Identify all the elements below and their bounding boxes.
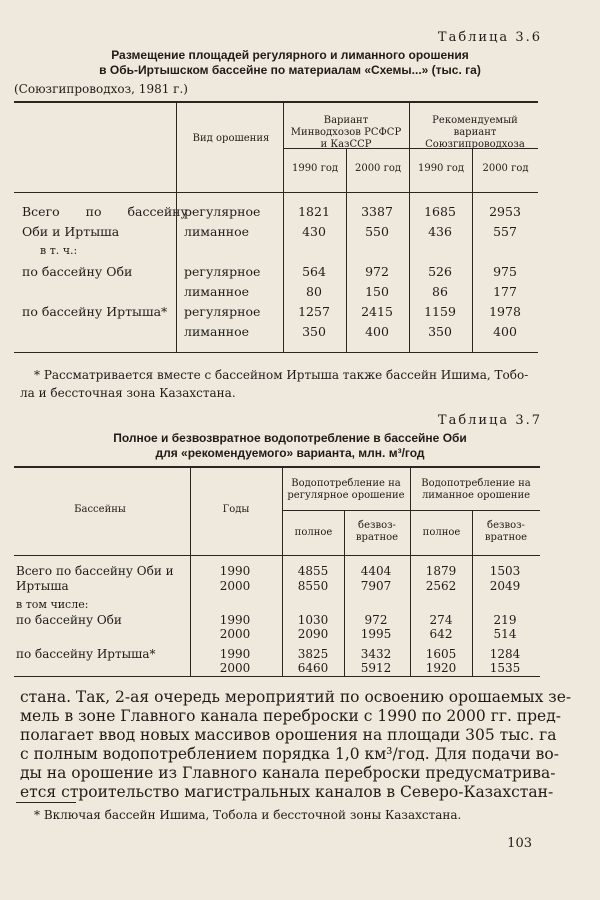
value-cell: 1159 bbox=[424, 304, 456, 319]
year-cell: 2000 bbox=[219, 579, 251, 593]
col-header-year: 1990 год bbox=[417, 163, 465, 174]
value-cell: 436 bbox=[428, 224, 452, 239]
table-title bbox=[30, 48, 550, 78]
col-header-sub: безвоз-вратное bbox=[355, 520, 399, 543]
basin-cell: по бассейну Иртыша* bbox=[16, 647, 156, 661]
value-cell: 219 bbox=[493, 613, 517, 627]
basin-cell: в том числе: bbox=[16, 598, 89, 611]
basin-cell: по бассейну Оби bbox=[16, 613, 122, 627]
value-cell: 430 bbox=[302, 224, 326, 239]
value-cell: 80 bbox=[306, 284, 322, 299]
value-cell: 1605 bbox=[425, 647, 457, 661]
value-cell: 972 bbox=[364, 613, 388, 627]
footnote-rule bbox=[16, 802, 76, 803]
value-cell: 8550 bbox=[297, 579, 329, 593]
value-cell: 350 bbox=[428, 324, 452, 339]
value-cell: 4855 bbox=[297, 564, 329, 578]
page-number: 103 bbox=[507, 836, 532, 851]
body-paragraph bbox=[20, 688, 572, 802]
col-header-type: Вид орошения bbox=[192, 133, 270, 144]
value-cell: 1920 bbox=[425, 661, 457, 675]
col-header-sub: полное bbox=[422, 527, 461, 538]
value-cell: 86 bbox=[432, 284, 448, 299]
footnote: * Включая бассейн Ишима, Тобола и бессточной зоны Казахстана. bbox=[34, 808, 462, 822]
value-cell: 550 bbox=[365, 224, 389, 239]
body-line: полагает ввод новых массивов орошения на площади 305 тыс. га bbox=[20, 726, 557, 744]
type-cell: регулярное bbox=[184, 264, 261, 279]
col-group-header: Водопотребление на регулярное орошение bbox=[287, 478, 405, 501]
col-header-years: Годы bbox=[222, 504, 250, 515]
rule bbox=[472, 511, 473, 676]
body-line: ется строительство магистральных каналов в Северо-Казахстан- bbox=[20, 783, 554, 801]
basin-cell: в т. ч.: bbox=[40, 244, 78, 257]
body-line: с полным водопотреблением порядка 1,0 км³/год. Для подачи во- bbox=[20, 745, 559, 763]
footnote bbox=[20, 366, 528, 402]
rule bbox=[14, 101, 538, 103]
col-header-year: 2000 год bbox=[482, 163, 529, 174]
value-cell: 274 bbox=[429, 613, 453, 627]
value-cell: 557 bbox=[493, 224, 517, 239]
value-cell: 514 bbox=[493, 627, 517, 641]
value-cell: 6460 bbox=[297, 661, 329, 675]
value-cell: 642 bbox=[429, 627, 453, 641]
value-cell: 1978 bbox=[489, 304, 521, 319]
value-cell: 3432 bbox=[360, 647, 392, 661]
type-cell: регулярное bbox=[184, 304, 261, 319]
value-cell: 1503 bbox=[489, 564, 521, 578]
value-cell: 7907 bbox=[360, 579, 392, 593]
value-cell: 1030 bbox=[297, 613, 329, 627]
type-cell: регулярное bbox=[184, 204, 261, 219]
rule bbox=[282, 510, 540, 511]
year-cell: 1990 bbox=[219, 564, 251, 578]
rule bbox=[14, 352, 538, 353]
type-cell: лиманное bbox=[184, 284, 250, 299]
value-cell: 1535 bbox=[489, 661, 521, 675]
basin-cell: по бассейну Оби bbox=[22, 264, 133, 279]
value-cell: 2562 bbox=[425, 579, 457, 593]
value-cell: 1257 bbox=[298, 304, 330, 319]
value-cell: 150 bbox=[365, 284, 389, 299]
rule bbox=[176, 102, 177, 352]
value-cell: 4404 bbox=[360, 564, 392, 578]
basin-cell: Оби и Иртыша bbox=[22, 224, 120, 239]
col-group-header: Рекомендуемый вариант Союзгипроводхоза bbox=[425, 115, 525, 150]
basin-cell: по бассейну Иртыша* bbox=[22, 304, 168, 319]
rule bbox=[344, 511, 345, 676]
table-title-line: Полное и безвозвратное водопотребление в бассейне Оби bbox=[113, 431, 467, 445]
rule bbox=[472, 149, 473, 352]
type-cell: лиманное bbox=[184, 224, 250, 239]
col-group-header: Вариант Минводхозов РСФСР и КазССР bbox=[290, 115, 402, 150]
footnote-line: ла и бессточная зона Казахстана. bbox=[20, 386, 236, 400]
year-cell: 1990 bbox=[219, 647, 251, 661]
value-cell: 2953 bbox=[489, 204, 521, 219]
value-cell: 1821 bbox=[298, 204, 330, 219]
year-cell: 2000 bbox=[219, 627, 251, 641]
body-line: мель в зоне Главного канала переброски с 1990 по 2000 гг. пред- bbox=[20, 707, 562, 725]
type-cell: лиманное bbox=[184, 324, 250, 339]
table-title-line: для «рекомендуемого» варианта, млн. м³/год bbox=[155, 446, 425, 460]
table-label: Таблица 3.7 bbox=[437, 413, 542, 428]
value-cell: 3387 bbox=[361, 204, 393, 219]
rule bbox=[190, 467, 191, 676]
value-cell: 3825 bbox=[297, 647, 329, 661]
table-title-line: Размещение площадей регулярного и лиманного орошения bbox=[111, 48, 469, 62]
table-label: Таблица 3.6 bbox=[437, 30, 542, 45]
col-header-year: 1990 год bbox=[291, 163, 339, 174]
table-source: (Союзгипроводхоз, 1981 г.) bbox=[14, 82, 188, 96]
col-header-sub: полное bbox=[294, 527, 333, 538]
value-cell: 350 bbox=[302, 324, 326, 339]
value-cell: 564 bbox=[302, 264, 326, 279]
value-cell: 400 bbox=[365, 324, 389, 339]
rule bbox=[346, 149, 347, 352]
value-cell: 1284 bbox=[489, 647, 521, 661]
year-cell: 2000 bbox=[219, 661, 251, 675]
value-cell: 2090 bbox=[297, 627, 329, 641]
rule bbox=[14, 192, 538, 193]
table-title bbox=[30, 431, 550, 461]
rule bbox=[14, 466, 540, 468]
col-group-header: Водопотребление на лиманное орошение bbox=[421, 478, 531, 501]
body-line: ды на орошение из Главного канала переброски предусматрива- bbox=[20, 764, 556, 782]
col-header-year: 2000 год bbox=[354, 163, 402, 174]
value-cell: 177 bbox=[493, 284, 517, 299]
value-cell: 1879 bbox=[425, 564, 457, 578]
body-line: стана. Так, 2-ая очередь мероприятий по освоению орошаемых зе- bbox=[20, 688, 572, 706]
year-cell: 1990 bbox=[219, 613, 251, 627]
table-title-line: в Обь-Иртышском бассейне по материалам «Схемы...» (тыс. га) bbox=[99, 63, 481, 77]
value-cell: 1685 bbox=[424, 204, 456, 219]
rule bbox=[14, 555, 540, 556]
value-cell: 975 bbox=[493, 264, 517, 279]
basin-cell: Всего по бассейну Оби и bbox=[16, 564, 174, 578]
value-cell: 526 bbox=[428, 264, 452, 279]
value-cell: 1995 bbox=[360, 627, 392, 641]
value-cell: 400 bbox=[493, 324, 517, 339]
value-cell: 2049 bbox=[489, 579, 521, 593]
value-cell: 2415 bbox=[361, 304, 393, 319]
footnote-line: * Рассматривается вместе с бассейном Иртыша также бассейн Ишима, Тобо- bbox=[34, 368, 529, 382]
basin-cell: Всего по бассейну bbox=[22, 204, 188, 219]
col-header-sub: безвоз-вратное bbox=[484, 520, 528, 543]
col-header-basins: Бассейны bbox=[74, 504, 126, 515]
value-cell: 5912 bbox=[360, 661, 392, 675]
rule bbox=[14, 676, 540, 677]
basin-cell: Иртыша bbox=[16, 579, 69, 593]
value-cell: 972 bbox=[365, 264, 389, 279]
